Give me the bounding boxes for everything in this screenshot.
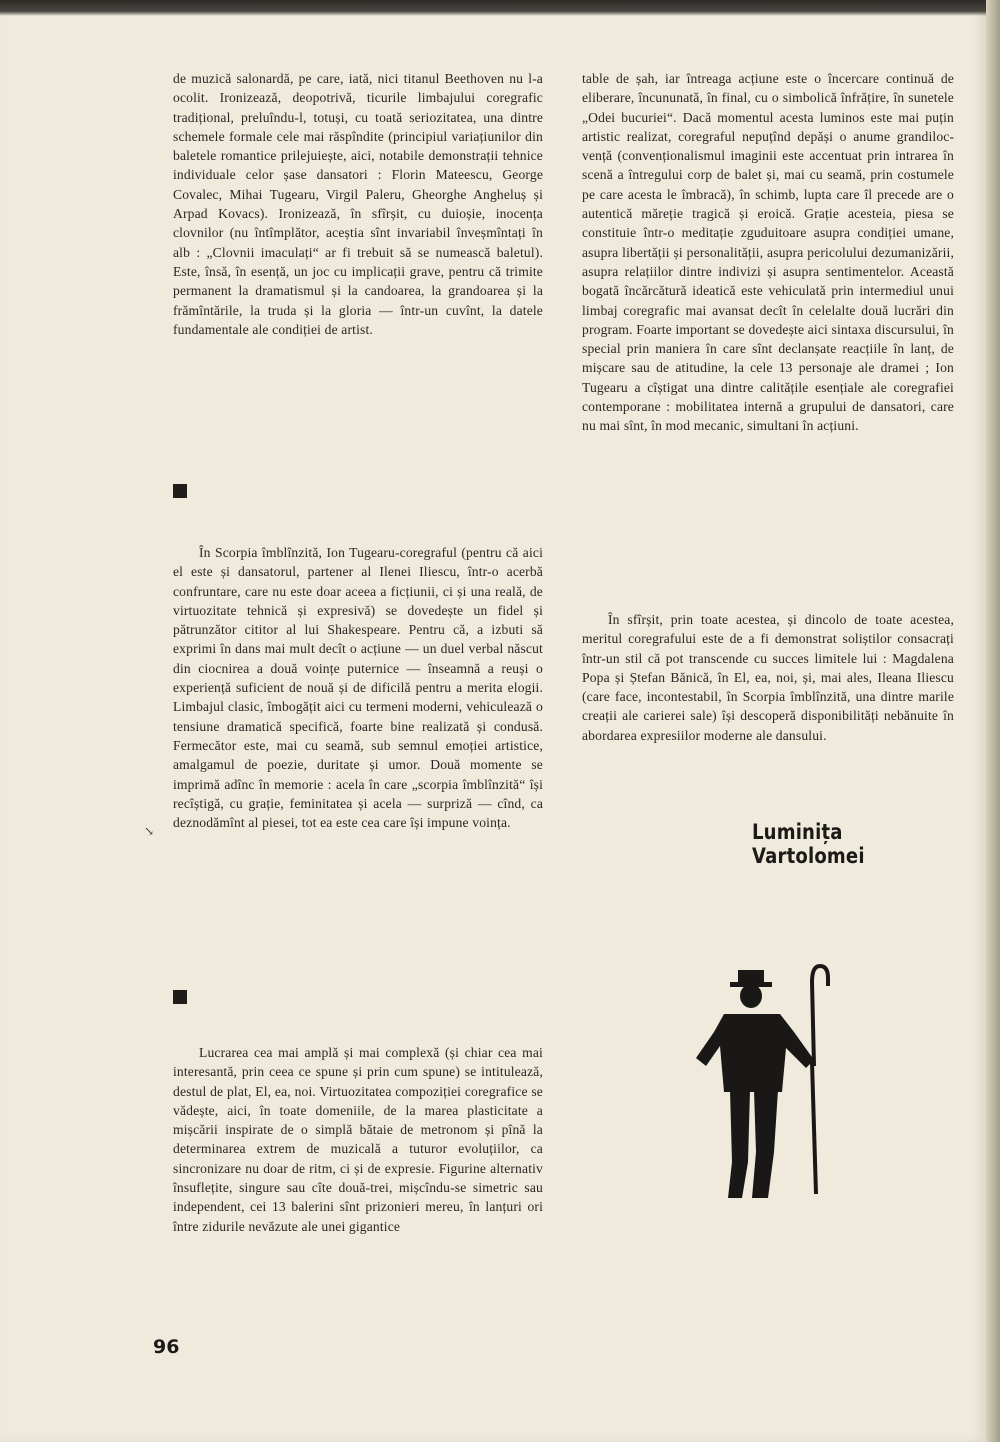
paragraph-text: În sfîrșit, prin toate acestea, și dincolo de toate acestea, meritul coregrafului este de a fi demonstrat soliștilor consacrați într-un stil că pot transcende cu succes limitele lui : Magdalena Popa și Ștefan Bănică, în El, ea, noi, și, mai ales, Ileana Iliescu (care face, incontestabil, în Scorpia îmblînzită, una dintre marile creații ale carierei sale) își descoperă disponibilități nebănuite în abordarea expresiilor moderne ale dansului. [582, 612, 954, 743]
page-top-binding-edge [0, 0, 1000, 16]
section-marker-icon [173, 990, 187, 1004]
page-edge-shadow [986, 0, 1000, 1442]
paragraph-text: table de șah, iar întreaga acțiune este o încercare continuă de eliberare, încununată, în final, cu o simbolică înfrățire, în sunetele „Odei bucuriei“. Dacă momentul acesta luminos este mai puțin artistic realizat, coregraful nepuțînd depăși o anume grandilocvență (convenționalismul imaginii este accentuat prin intrarea în scenă a întregului corp de balet și, mai cu seamă, prin costumele pe care acesta le îmbracă), în schimb, lupta care îl precede are o autentică măreție tragică și eroică. Grație acesteia, piesa se constituie într-o meditație zguduitoare asupra condiției umane, asupra libertății și personalității, asupra pericolului dezumanizării, asupra relațiilor dintre indivizi și asupra sentimentelor. Această bogată încărcătură ideatică este vehiculată prin intermediul unui limbaj coregrafic mai avansat decît în celelalte două lucrări din program. Foarte important se dovedește aici sintaxa discursului, în special prin maniera în care sînt declanșate reacțiile în lanț, de mișcare sau de atitudine, la cele 13 personaje ale dramei ; Ion Tugearu a cîștigat una dintre calitățile esențiale ale coregrafiei contemporane : mobilitatea internă a grupului de dansatori, care nu mai sînt, în mod mecanic, simultani în acțiuni. [582, 71, 954, 434]
left-column-paragraph-2 [173, 543, 543, 832]
margin-tick-mark: ↘ [144, 824, 155, 838]
right-column-paragraph-1 [582, 69, 954, 436]
paragraph-text: Lucrarea cea mai amplă și mai complexă (și chiar cea mai interesantă, prin ceea ce spune și prin cum spune) se intitulează, destul de plat, El, ea, noi. Virtuozitatea compoziției coregrafice se vădește, aici, în toate domeniile, de la marea plasticitate a mișcării inspirate de o simplă bătaie de metronom și pînă la determinarea extrem de muzicală a tuturor evoluțiilor, ca sincronizare nu doar de ritm, ci și de expresie. Figurine alternativ însuflețite, singure sau cîte două-trei, mișcîndu-se simetric sau independent, cei 13 balerini sînt prizonieri mereu, în lanțuri ori între zidurile nevăzute ale unei gigantice [173, 1045, 543, 1234]
left-column-paragraph-3 [173, 1043, 543, 1236]
right-column-paragraph-2 [582, 610, 954, 745]
paragraph-text: În Scorpia îmblînzită, Ion Tugearu-coregraful (pentru că aici el este și dansatorul, partener al Ilenei Iliescu, într-o acerbă confruntare, care nu este doar aceea a ficțiunii, ci și una reală, de virtuozitate tehnică și expresivă) se dovedește un fidel și pătrunzător cititor al lui Shakespeare. Pentru că, a izbuti să exprimi în dans mai mult decît o acțiune — un duel verbal născut din ciocnirea a două voințe puternice — înseamnă a reuși o experiență suficient de nouă și de dificilă pentru a merita elogii. Limbajul clasic, îmbogățit aici cu termeni moderni, vehiculează o tensiune dramatică specifică, foarte bine realizată și condusă. Fermecător este, mai cu seamă, sub semnul emoției artistice, amalgamul de poezie, duritate și umor. Două momente se imprimă adînc în memorie : acela în care „scorpia îmblînzită“ își recîștigă, cu grație, feminitatea și acela — surpriză — cînd, ca deznodămînt al piesei, tot ea este cea care își impune voința. [173, 545, 543, 831]
page-number: 96 [153, 1336, 180, 1358]
author-signature: Luminița Vartolomei [752, 820, 865, 868]
section-marker-icon [173, 484, 187, 498]
paragraph-text: de muzică salonardă, pe care, iată, nici titanul Beethoven nu l-a ocolit. Ironizează, deopotrivă, ticurile limbajului coregrafic tradițional, preluîndu-l, totuși, cu toată seriozitatea, una dintre schemele formale cele mai răspîndite (principiul variațiunilor din baletele romantice prilejuiește, aici, notabile demonstrații tehnice individuale celor șase dansatori : Florin Mateescu, George Covalec, Mihai Tugearu, Virgil Paleru, Gheorghe Angheluș și Arpad Kovacs). Ironizează, în sfîrșit, cu duioșie, inocența clovnilor (nu întîmplător, aceștia sînt invariabil înveșmîntați în alb : „Clovnii imaculați“ ar fi trebuit să se numească baletul). Este, însă, în esență, un joc cu implicații grave, pentru că trimite permanent la dramatismul și la candoarea, la grandoarea și la frămîntările, la truda și la gloria — într-un cuvînt, la datele fundamentale ale condiției de artist. [173, 71, 543, 337]
man-with-crook-icon [694, 962, 834, 1210]
left-column-paragraph-1 [173, 69, 543, 339]
